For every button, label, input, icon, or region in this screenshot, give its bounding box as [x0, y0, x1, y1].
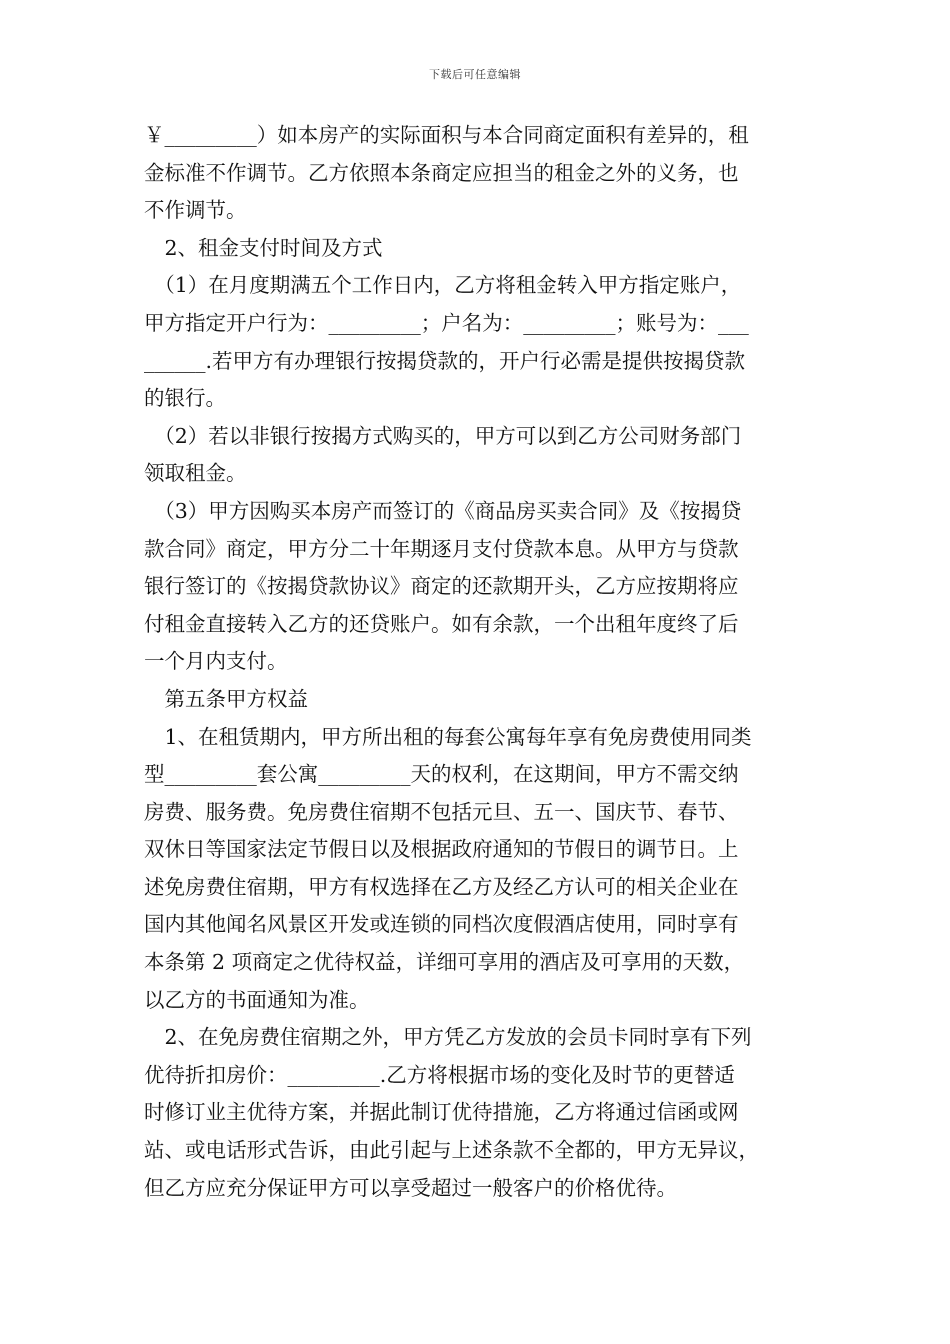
- text-line: 领取租金。: [144, 461, 247, 486]
- text-line: 2、在免房费住宿期之外，甲方凭乙方发放的会员卡同时享有下列: [144, 1025, 752, 1050]
- text-line: 款合同》商定，甲方分二十年期逐月支付贷款本息。从甲方与贷款: [144, 536, 739, 561]
- text-line: 以乙方的书面通知为准。: [144, 987, 370, 1012]
- text-line: 一个月内支付。: [144, 649, 288, 674]
- text-line: 优待折扣房价：_________.乙方将根据市场的变化及时节的更替适: [144, 1062, 735, 1087]
- text-line: 时修订业主优待方案，并据此制订优待措施，乙方将通过信函或网: [144, 1100, 739, 1125]
- text-line: 金标准不作调节。乙方依照本条商定应担当的租金之外的义务，也: [144, 160, 739, 185]
- text-line: 房费、服务费。免房费住宿期不包括元旦、五一、国庆节、春节、: [144, 799, 739, 824]
- article-heading: 第五条甲方权益: [144, 686, 308, 711]
- text-line: ￥_________）如本房产的实际面积与本合同商定面积有差异的，租: [144, 123, 749, 147]
- text-line: 站、或电话形式告诉，由此引起与上述条款不全都的，甲方无异议，: [144, 1138, 759, 1163]
- text-line: 述免房费住宿期，甲方有权选择在乙方及经乙方认可的相关企业在: [144, 874, 739, 899]
- page-header: 下载后可任意编辑: [429, 68, 521, 81]
- section-heading: 2、租金支付时间及方式: [144, 235, 383, 260]
- text-line: ______.若甲方有办理银行按揭贷款的，开户行必需是提供按揭贷款: [144, 348, 746, 373]
- text-line: 1、在租赁期内，甲方所出租的每套公寓每年享有免房费使用同类: [144, 724, 752, 749]
- text-line: 但乙方应充分保证甲方可以享受超过一般客户的价格优待。: [144, 1175, 677, 1200]
- text-line: 甲方指定开户行为：_________；户名为：_________；账号为：___: [144, 310, 749, 335]
- text-line: 型_________套公寓_________天的权利，在这期间，甲方不需交纳: [144, 762, 739, 787]
- text-line: 双休日等国家法定节假日以及根据政府通知的节假日的调节日。上: [144, 837, 739, 862]
- text-line: 不作调节。: [144, 198, 247, 223]
- text-line: 本条第 2 项商定之优待权益，详细可享用的酒店及可享用的天数，: [144, 950, 745, 975]
- text-line: （2）若以非银行按揭方式购买的，甲方可以到乙方公司财务部门: [144, 423, 742, 448]
- text-line: 付租金直接转入乙方的还贷账户。如有余款，一个出租年度终了后: [144, 611, 739, 636]
- text-line: 国内其他闻名风景区开发或连锁的同档次度假酒店使用，同时享有: [144, 912, 739, 937]
- text-line: （3）甲方因购买本房产而签订的《商品房买卖合同》及《按揭贷: [144, 498, 742, 523]
- text-line: 的银行。: [144, 386, 226, 411]
- text-line: 银行签订的《按揭贷款协议》商定的还款期开头，乙方应按期将应: [144, 574, 739, 599]
- text-line: （1）在月度期满五个工作日内，乙方将租金转入甲方指定账户，: [144, 273, 742, 298]
- document-body: [144, 117, 812, 1207]
